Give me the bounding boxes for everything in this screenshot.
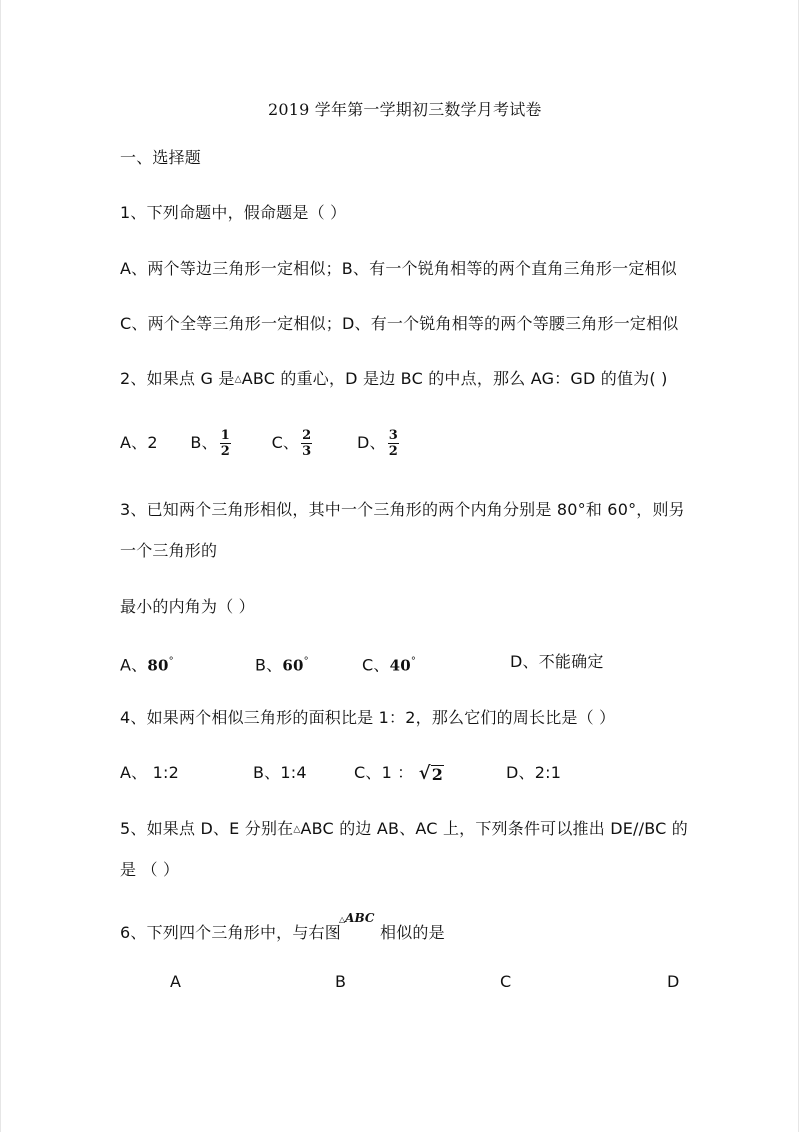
triangle-symbol: △ bbox=[293, 824, 301, 835]
q5-line2: 是 （ ） bbox=[120, 860, 180, 879]
q4-option-a: A、 1:2 bbox=[120, 763, 179, 782]
q2-option-d-fraction: $\frac{3}{2}$ bbox=[388, 428, 398, 459]
q2-option-b-label: B、 bbox=[190, 433, 218, 452]
q3-option-a: A、80° bbox=[120, 655, 174, 675]
q4-option-c: C、1 ： √ 2 bbox=[354, 762, 444, 784]
q6-choice-label-b: B bbox=[335, 972, 347, 991]
q3-line3: 最小的内角为（ ） bbox=[120, 597, 255, 616]
right-page-edge bbox=[798, 0, 799, 1132]
q3-option-c: C、40° bbox=[362, 655, 417, 675]
q2-option-c-fraction: $\frac{2}{3}$ bbox=[302, 428, 312, 459]
q6-choice-label-a: A bbox=[170, 972, 182, 991]
q2-stem-pre: 2、如果点 G 是 bbox=[120, 369, 235, 388]
q2-option-d-label: D、 bbox=[356, 433, 386, 452]
left-page-edge bbox=[0, 0, 1, 1132]
q2-option-c-label: C、 bbox=[271, 433, 300, 452]
q5-line1: 5、如果点 D、E 分别在△ABC 的边 AB、AC 上，下列条件可以推出 DE//BC 的 bbox=[120, 819, 688, 838]
q2-option-a: A、2 bbox=[120, 433, 158, 452]
q2-stem-post: ABC 的重心，D 是边 BC 的中点，那么 AG：GD 的值为( ) bbox=[241, 369, 668, 388]
q1-options-cd: C、两个全等三角形一定相似；D、有一个锐角相等的两个等腰三角形一定相似 bbox=[120, 314, 679, 333]
q3-line1: 3、已知两个三角形相似，其中一个三角形的两个内角分别是 80°和 60°，则另 bbox=[120, 500, 685, 519]
triangle-symbol: △ bbox=[234, 374, 242, 385]
q4-option-d: D、2:1 bbox=[506, 763, 562, 782]
q1-stem: 1、下列命题中，假命题是（ ） bbox=[120, 203, 347, 222]
q6-choice-label-d: D bbox=[667, 972, 680, 991]
sqrt-symbol: √ 2 bbox=[418, 762, 444, 784]
q2-option-b-fraction: $\frac{1}{2}$ bbox=[220, 428, 230, 459]
q6-stem-post: 相似的是 bbox=[380, 923, 445, 942]
q4-option-b: B、1:4 bbox=[253, 763, 307, 782]
q3-line2: 一个三角形的 bbox=[120, 541, 218, 560]
q6-choice-label-c: C bbox=[500, 972, 512, 991]
section-heading: 一、选择题 bbox=[120, 148, 202, 167]
q6-stem-pre: 6、下列四个三角形中，与右图 bbox=[120, 923, 341, 942]
q3-option-b: B、60° bbox=[255, 655, 309, 675]
q6-triangle-abc: △ABC bbox=[339, 911, 375, 925]
q2-stem bbox=[120, 369, 668, 390]
q3-option-d: D、不能确定 bbox=[510, 652, 604, 671]
q2-options bbox=[120, 425, 399, 461]
exam-title: 2019 学年第一学期初三数学月考试卷 bbox=[268, 100, 542, 119]
q1-options-ab: A、两个等边三角形一定相似；B、有一个锐角相等的两个直角三角形一定相似 bbox=[120, 259, 677, 278]
q4-stem: 4、如果两个相似三角形的面积比是 1：2，那么它们的周长比是（ ） bbox=[120, 708, 616, 727]
